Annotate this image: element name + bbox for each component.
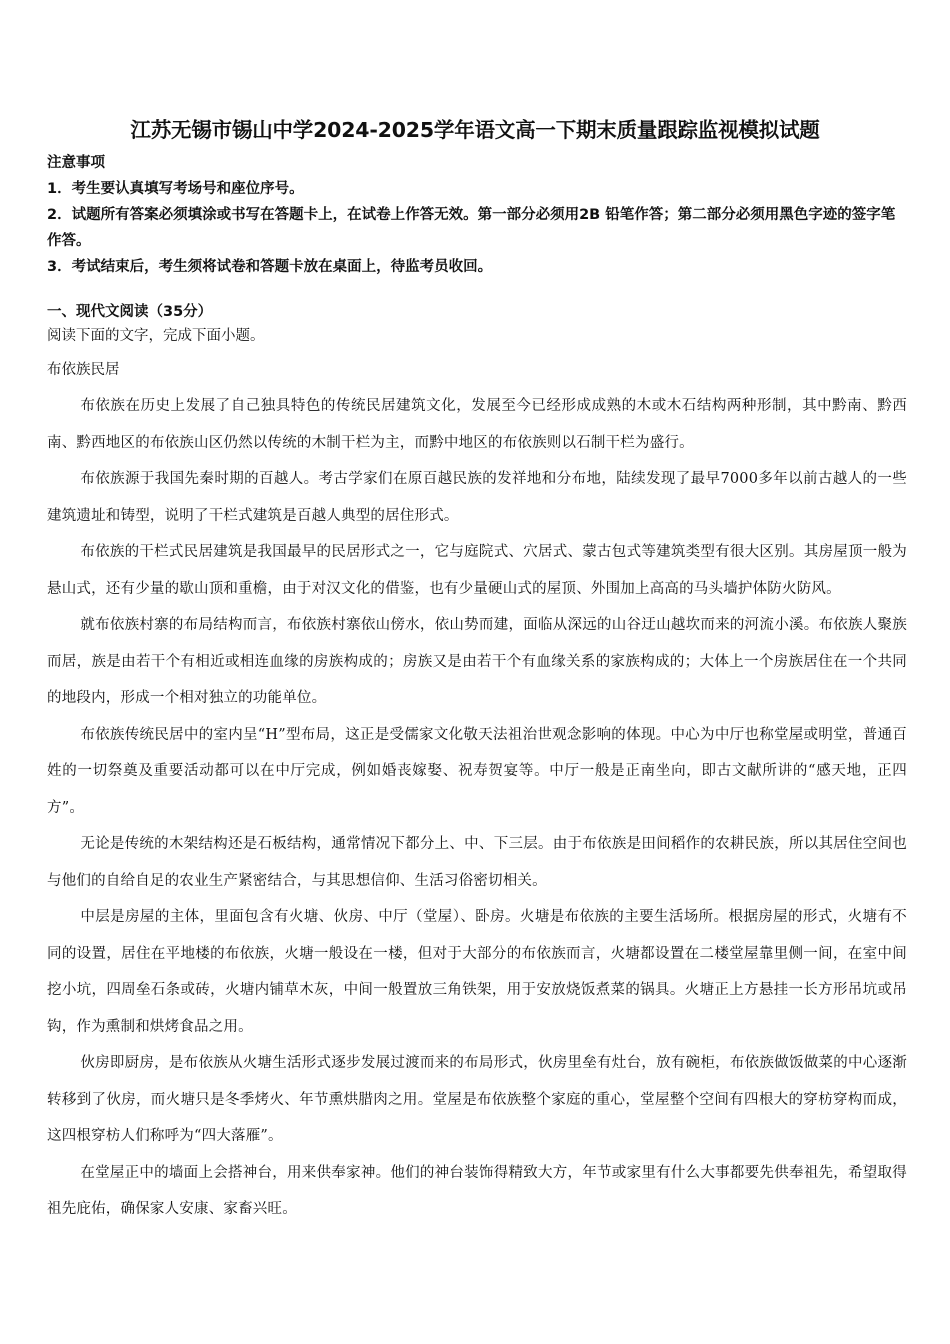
- exam-title: 江苏无锡市锡山中学2024-2025学年语文高一下期末质量跟踪监视模拟试题: [130, 118, 820, 142]
- article-paragraph: 中层是房屋的主体，里面包含有火塘、伙房、中厅（堂屋）、卧房。火塘是布依族的主要生活场所。根据房屋的形式，火塘有不同的设置，居住在平地楼的布依族，火塘一般设在一楼，但对于大部分的布依族而言，火塘都设置在二楼堂屋靠里侧一间，在室中间挖小坑，四周垒石条或砖，火塘内铺草木灰，中间一般置放三角铁架，用于安放烧饭煮菜的锅具。火塘正上方悬挂一长方形吊坑或吊钩，作为熏制和烘烤食品之用。: [47, 909, 907, 1035]
- notice-item: 1．考生要认真填写考场号和座位序号。: [47, 181, 304, 197]
- article-paragraph: 就布依族村寨的布局结构而言，布依族村寨依山傍水，依山势而建，面临从深远的山谷迂山越坎而来的河流小溪。布依族人聚族而居，族是由若干个有相近或相连血缘的房族构成的；房族又是由若干个有血缘关系的家族构成的；大体上一个房族居住在一个共同的地段内，形成一个相对独立的功能单位。: [47, 617, 907, 706]
- notice-item: 3．考试结束后，考生须将试卷和答题卡放在桌面上，待监考员收回。: [47, 259, 493, 275]
- notice-item: 2．试题所有答案必须填涂或书写在答题卡上，在试卷上作答无效。第一部分必须用2B 铅笔作答；第二部分必须用黑色字迹的签字笔作答。: [47, 207, 896, 249]
- article-paragraph: 布依族在历史上发展了自己独具特色的传统民居建筑文化，发展至今已经形成成熟的木或木石结构两种形制，其中黔南、黔西南、黔西地区的布依族山区仍然以传统的木制干栏为主，而黔中地区的布依族则以石制干栏为盛行。: [47, 398, 907, 451]
- reading-instruction: 阅读下面的文字，完成下面小题。: [47, 328, 265, 344]
- article-title: 布依族民居: [47, 362, 120, 378]
- section-heading: 一、现代文阅读（35分）: [47, 304, 213, 320]
- article-body: [47, 388, 907, 1228]
- article-paragraph: 在堂屋正中的墙面上会搭神台，用来供奉家神。他们的神台装饰得精致大方，年节或家里有什么大事都要先供奉祖先，希望取得祖先庇佑，确保家人安康、家畜兴旺。: [47, 1164, 907, 1217]
- article-paragraph: 无论是传统的木架结构还是石板结构，通常情况下都分上、中、下三层。由于布依族是田间稻作的农耕民族，所以其居住空间也与他们的自给自足的农业生产紧密结合，与其思想信仰、生活习俗密切相关。: [47, 836, 907, 889]
- notice-list: [47, 176, 907, 280]
- article-paragraph: 伙房即厨房，是布依族从火塘生活形式逐步发展过渡而来的布局形式，伙房里垒有灶台，放有碗柜，布依族做饭做菜的中心逐渐转移到了伙房，而火塘只是冬季烤火、年节熏烘腊肉之用。堂屋是布依族整个家庭的重心，堂屋整个空间有四根大的穿枋穿构而成，这四根穿枋人们称呼为“四大落雁”。: [47, 1055, 907, 1144]
- article-paragraph: 布依族的干栏式民居建筑是我国最早的民居形式之一，它与庭院式、穴居式、蒙古包式等建筑类型有很大区别。其房屋顶一般为悬山式，还有少量的歇山顶和重檐，由于对汉文化的借鉴，也有少量硬山式的屋顶、外围加上高高的马头墙护体防火防风。: [47, 544, 907, 597]
- article-paragraph: 布依族源于我国先秦时期的百越人。考古学家们在原百越民族的发祥地和分布地，陆续发现了最早7000多年以前古越人的一些建筑遗址和铸型，说明了干栏式建筑是百越人典型的居住形式。: [47, 471, 907, 524]
- notice-heading: 注意事项: [47, 155, 105, 171]
- article-paragraph: 布依族传统民居中的室内呈“H”型布局，这正是受儒家文化敬天法祖治世观念影响的体现。中心为中厅也称堂屋或明堂，普通百姓的一切祭奠及重要活动都可以在中厅完成，例如婚丧嫁娶、祝寿贺宴等。中厅一般是正南坐向，即古文献所讲的“感天地，正四方”。: [47, 726, 907, 816]
